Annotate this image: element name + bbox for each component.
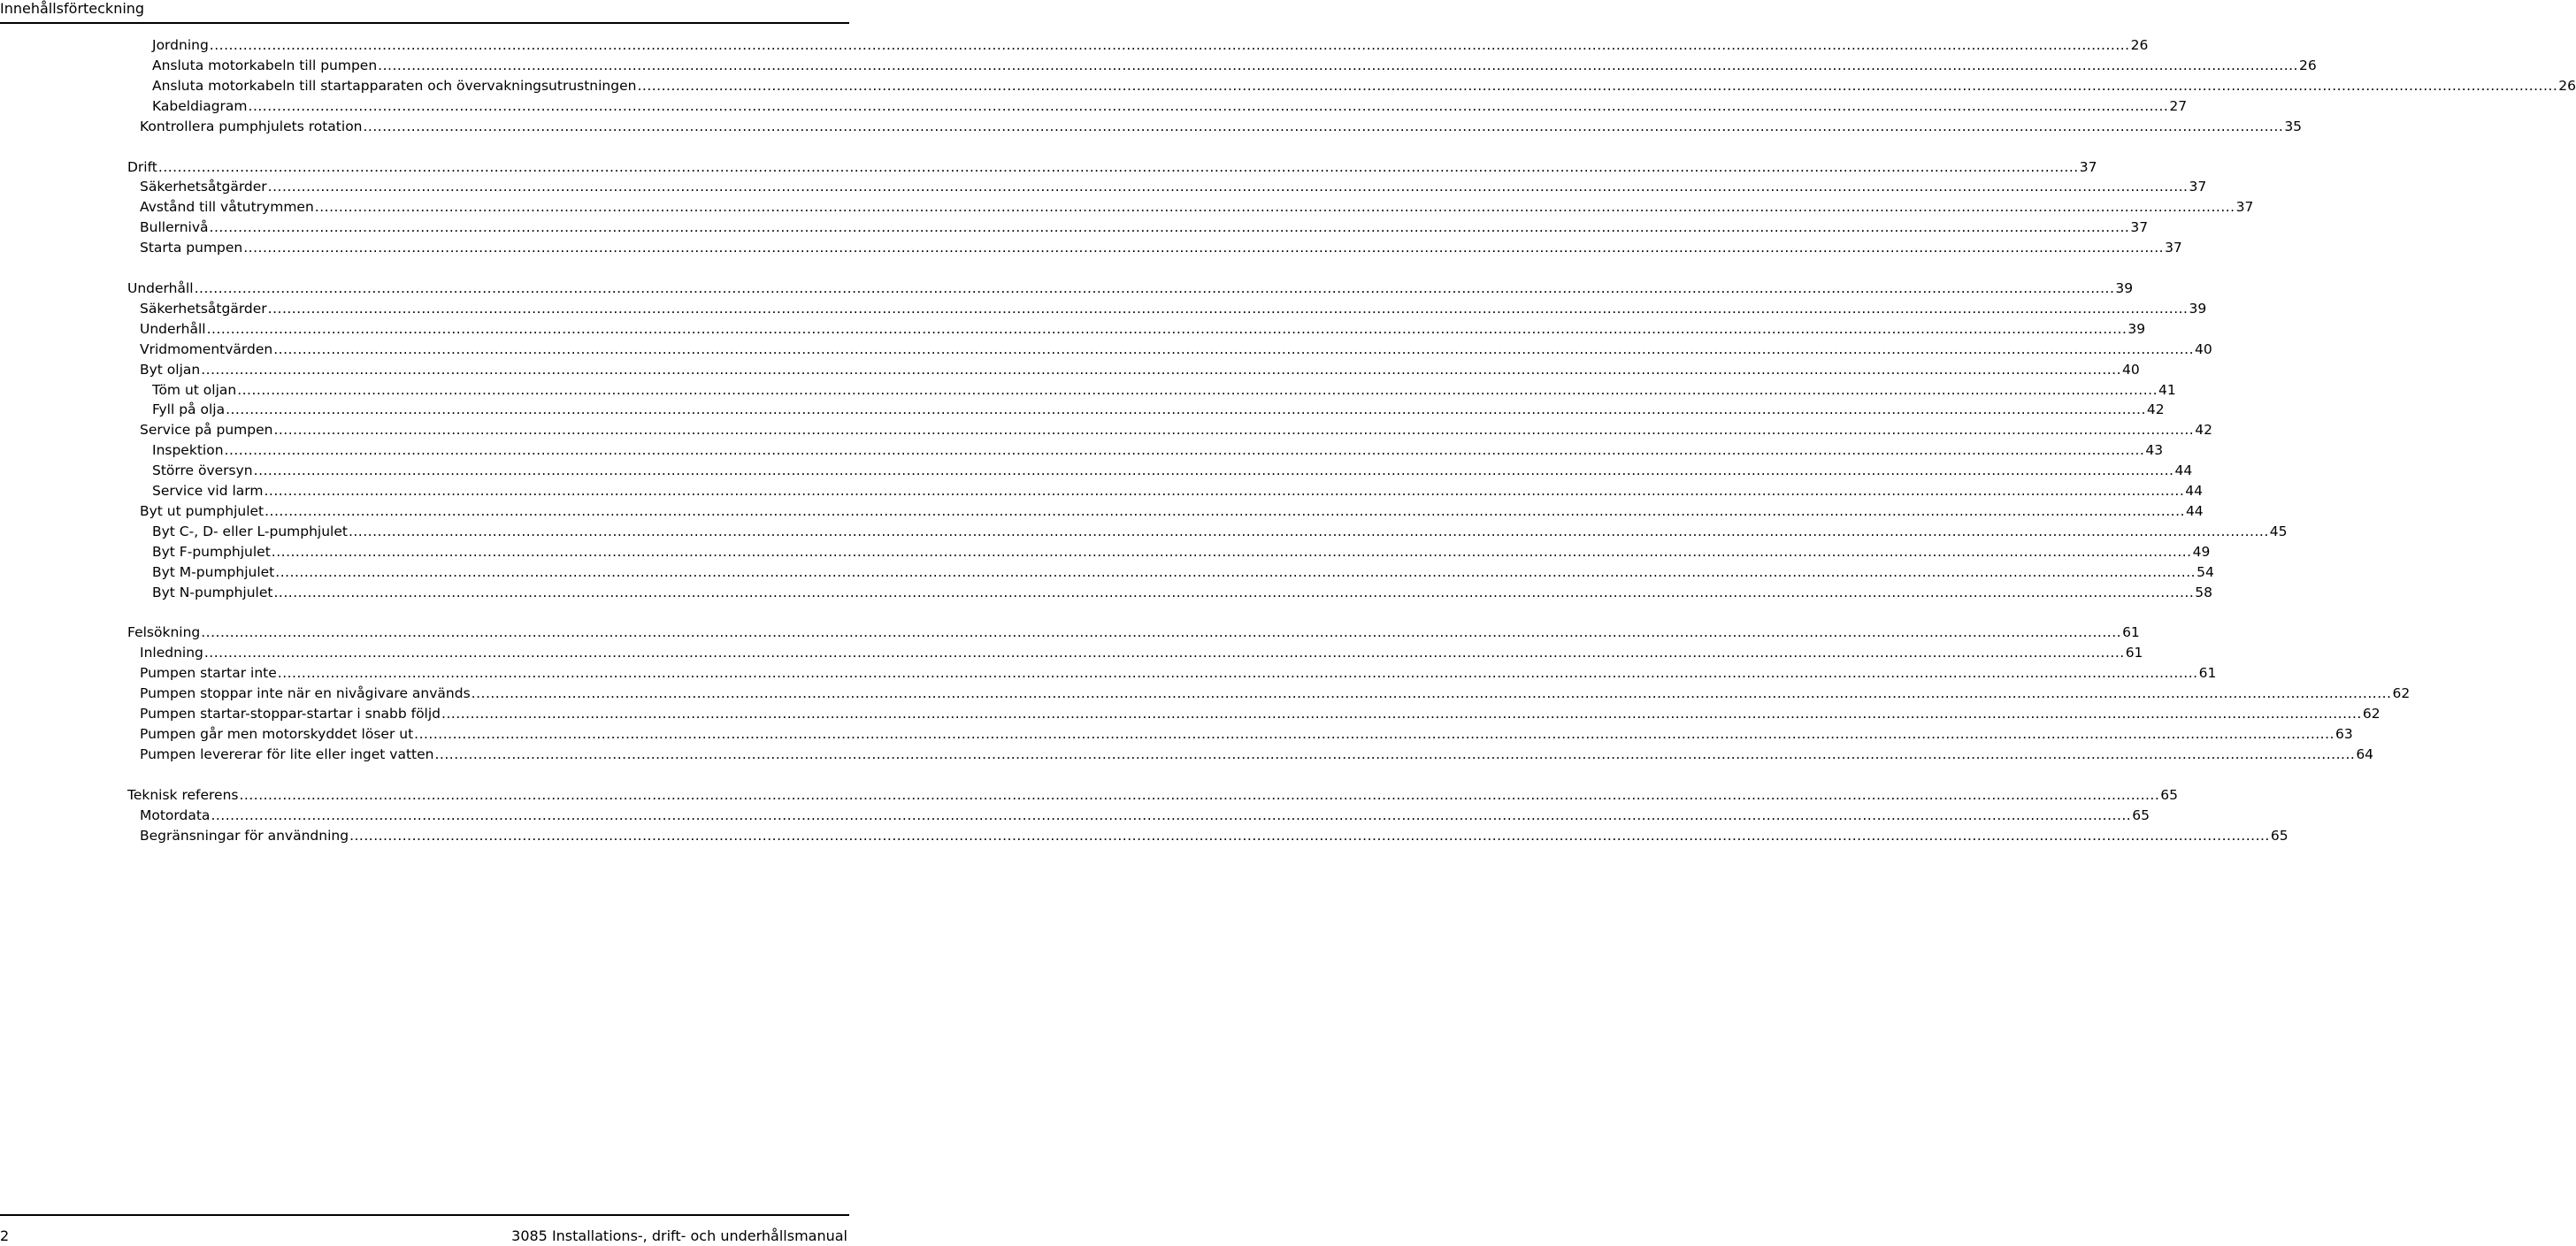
toc-dot-leader: ................................................................................................................................................................................................................................................................................................................................................................................................................	[348, 523, 2269, 539]
toc-entry-title: Inspektion	[152, 442, 224, 459]
toc-entry-title: Pumpen stoppar inte när en nivågivare används	[140, 685, 471, 702]
toc-entry-page: 26	[2130, 37, 2149, 53]
toc-entry[interactable]	[152, 461, 2193, 480]
toc-dot-leader: ................................................................................................................................................................................................................................................................................................................................................................................................................	[314, 199, 2235, 216]
toc-entry-title: Byt N-pumphjulet	[152, 584, 273, 600]
toc-dot-leader: ................................................................................................................................................................................................................................................................................................................................................................................................................	[349, 827, 2270, 844]
toc-entry[interactable]	[127, 279, 2134, 298]
toc-entry-page: 39	[2189, 300, 2207, 317]
toc-dot-leader: ................................................................................................................................................................................................................................................................................................................................................................................................................	[239, 786, 2160, 803]
toc-entry-page: 63	[2334, 725, 2353, 742]
toc-entry-page: 58	[2195, 584, 2213, 600]
toc-dot-leader: ................................................................................................................................................................................................................................................................................................................................................................................................................	[275, 563, 2196, 580]
toc-entry[interactable]	[140, 501, 2204, 521]
toc-entry-title: Byt M-pumphjulet	[152, 563, 275, 580]
toc-entry-page: 39	[2115, 280, 2134, 296]
toc-entry[interactable]	[140, 684, 2411, 703]
toc-dot-leader: ................................................................................................................................................................................................................................................................................................................................................................................................................	[441, 706, 2362, 722]
header-rule	[0, 22, 849, 24]
toc-entry[interactable]	[140, 319, 2146, 339]
toc-entry-page: 35	[2284, 118, 2303, 134]
toc-dot-leader: ................................................................................................................................................................................................................................................................................................................................................................................................................	[201, 361, 2122, 378]
toc-entry[interactable]	[140, 643, 2143, 662]
toc-dot-leader: ................................................................................................................................................................................................................................................................................................................................................................................................................	[209, 219, 2130, 236]
toc-entry[interactable]	[140, 704, 2380, 723]
toc-entry-title: Byt ut pumphjulet	[140, 502, 264, 519]
document-title: 3085 Installations-, drift- och underhållsmanual	[511, 1227, 847, 1244]
toc-entry-title: Byt oljan	[140, 361, 201, 378]
toc-entry-title: Byt C-, D- eller L-pumphjulet	[152, 523, 348, 539]
toc-entry[interactable]	[140, 218, 2149, 237]
toc-entry-page: 37	[2079, 158, 2097, 175]
toc-entry-page: 26	[2558, 77, 2576, 94]
toc-entry-title: Jordning	[152, 37, 209, 53]
toc-dot-leader: ................................................................................................................................................................................................................................................................................................................................................................................................................	[206, 320, 2128, 337]
toc-entry-title: Kontrollera pumphjulets rotation	[140, 118, 363, 134]
toc-entry[interactable]	[140, 117, 2303, 136]
toc-entry-page: 41	[2158, 381, 2176, 398]
toc-entry-page: 42	[2195, 422, 2212, 439]
toc-entry-page: 61	[2125, 645, 2143, 661]
toc-entry-title: Töm ut oljan	[152, 381, 237, 398]
toc-entry-page: 37	[2165, 240, 2182, 256]
toc-entry-page: 65	[2132, 806, 2150, 823]
toc-dot-leader: ................................................................................................................................................................................................................................................................................................................................................................................................................	[209, 37, 2130, 53]
toc-entry[interactable]	[140, 724, 2353, 744]
toc-entry[interactable]	[140, 826, 2288, 845]
toc-dot-leader: ................................................................................................................................................................................................................................................................................................................................................................................................................	[248, 97, 2169, 114]
toc-entry-title: Kabeldiagram	[152, 97, 248, 114]
toc-entry-title: Pumpen startar-stoppar-startar i snabb följd	[140, 706, 441, 722]
toc-dot-leader: ................................................................................................................................................................................................................................................................................................................................................................................................................	[273, 422, 2195, 439]
toc-entry-page: 49	[2192, 543, 2211, 560]
toc-entry-title: Begränsningar för användning	[140, 827, 349, 844]
toc-entry[interactable]	[127, 157, 2097, 177]
toc-entry[interactable]	[152, 522, 2288, 541]
footer-rule	[0, 1214, 849, 1216]
toc-dot-leader: ................................................................................................................................................................................................................................................................................................................................................................................................................	[273, 584, 2195, 600]
toc-entry-title: Säkerhetsåtgärder	[140, 179, 267, 195]
toc-entry-title: Motordata	[140, 806, 211, 823]
toc-entry-title: Vridmomentvärden	[140, 340, 273, 357]
toc-entry-title: Service på pumpen	[140, 422, 273, 439]
toc-dot-leader: ................................................................................................................................................................................................................................................................................................................................................................................................................	[267, 179, 2189, 195]
toc-entry-page: 61	[2122, 624, 2140, 641]
toc-entry[interactable]	[152, 481, 2204, 501]
toc-entry-page: 26	[2298, 57, 2317, 73]
toc-entry-title: Starta pumpen	[140, 240, 243, 256]
toc-entry-title: Inledning	[140, 645, 203, 661]
toc-entry[interactable]	[140, 360, 2140, 379]
toc-entry[interactable]	[140, 299, 2207, 318]
running-head: Innehållsförteckning	[0, 0, 145, 17]
toc-entry-page: 43	[2145, 442, 2164, 459]
toc-entry-title: Bullernivå	[140, 219, 209, 236]
toc-entry-page: 64	[2356, 745, 2374, 762]
toc-entry[interactable]	[127, 623, 2140, 642]
toc-entry-title: Underhåll	[140, 320, 206, 337]
toc-entry-title: Avstånd till våtutrymmen	[140, 199, 314, 216]
toc-entry-title: Ansluta motorkabeln till startapparaten och övervakningsutrustningen	[152, 77, 637, 94]
toc-entry-title: Pumpen går men motorskyddet löser ut	[140, 725, 414, 742]
toc-entry[interactable]	[140, 806, 2150, 825]
toc-entry-page: 37	[2130, 219, 2149, 236]
toc-dot-leader: ................................................................................................................................................................................................................................................................................................................................................................................................................	[273, 340, 2195, 357]
toc-entry-title: Säkerhetsåtgärder	[140, 300, 267, 317]
toc-entry-title: Teknisk referens	[127, 786, 239, 803]
toc-dot-leader: ................................................................................................................................................................................................................................................................................................................................................................................................................	[434, 745, 2356, 762]
toc-dot-leader: ................................................................................................................................................................................................................................................................................................................................................................................................................	[226, 401, 2146, 418]
toc-dot-leader: ................................................................................................................................................................................................................................................................................................................................................................................................................	[201, 624, 2122, 641]
toc-entry-page: 37	[2189, 179, 2207, 195]
toc-entry-title: Pumpen levererar för lite eller inget vatten	[140, 745, 434, 762]
toc-dot-leader: ................................................................................................................................................................................................................................................................................................................................................................................................................	[157, 158, 2079, 175]
toc-entry-page: 65	[2160, 786, 2179, 803]
toc-entry-page: 40	[2195, 340, 2212, 357]
toc-dot-leader: ................................................................................................................................................................................................................................................................................................................................................................................................................	[471, 685, 2392, 702]
toc-entry-title: Drift	[127, 158, 157, 175]
toc-entry-title: Underhåll	[127, 280, 194, 296]
page-number: 2	[0, 1227, 10, 1244]
toc-dot-leader: ................................................................................................................................................................................................................................................................................................................................................................................................................	[363, 118, 2284, 134]
toc-dot-leader: ................................................................................................................................................................................................................................................................................................................................................................................................................	[264, 483, 2185, 499]
toc-entry-page: 62	[2362, 706, 2380, 722]
toc-entry-page: 40	[2122, 361, 2140, 378]
toc-entry-title: Service vid larm	[152, 483, 264, 499]
toc-entry[interactable]	[140, 177, 2207, 196]
toc-dot-leader: ................................................................................................................................................................................................................................................................................................................................................................................................................	[237, 381, 2158, 398]
toc-dot-leader: ................................................................................................................................................................................................................................................................................................................................................................................................................	[414, 725, 2334, 742]
toc-entry-title: Ansluta motorkabeln till pumpen	[152, 57, 378, 73]
toc-entry-page: 37	[2235, 199, 2254, 216]
toc-entry[interactable]	[152, 76, 2576, 96]
toc-entry[interactable]	[152, 440, 2164, 460]
toc-entry[interactable]	[140, 340, 2212, 359]
toc-entry[interactable]	[152, 542, 2211, 562]
toc-entry-page: 65	[2270, 827, 2288, 844]
toc-entry[interactable]	[152, 562, 2214, 582]
toc-entry-title: Större översyn	[152, 462, 253, 479]
toc-entry-title: Pumpen startar inte	[140, 665, 277, 682]
toc-entry[interactable]	[140, 663, 2217, 683]
toc-entry-page: 39	[2128, 320, 2146, 337]
toc-entry[interactable]	[140, 238, 2182, 257]
toc-entry[interactable]	[152, 400, 2165, 419]
toc-entry-title: Byt F-pumphjulet	[152, 543, 271, 560]
toc-dot-leader: ................................................................................................................................................................................................................................................................................................................................................................................................................	[224, 442, 2145, 459]
toc-entry-page: 44	[2174, 462, 2193, 479]
toc-dot-leader: ................................................................................................................................................................................................................................................................................................................................................................................................................	[637, 77, 2558, 94]
toc-entry-title: Felsökning	[127, 624, 201, 641]
toc-entry[interactable]	[127, 785, 2179, 805]
toc-entry-title: Fyll på olja	[152, 401, 226, 418]
toc-dot-leader: ................................................................................................................................................................................................................................................................................................................................................................................................................	[267, 300, 2189, 317]
toc-entry[interactable]	[152, 583, 2213, 602]
toc-entry[interactable]	[152, 35, 2149, 55]
toc-entry-page: 44	[2185, 483, 2204, 499]
toc-entry[interactable]	[152, 56, 2317, 75]
toc-entry[interactable]	[140, 197, 2254, 217]
toc-entry-page: 42	[2146, 401, 2165, 418]
toc-dot-leader: ................................................................................................................................................................................................................................................................................................................................................................................................................	[378, 57, 2298, 73]
toc-entry-page: 62	[2392, 685, 2411, 702]
toc-entry[interactable]	[140, 420, 2212, 440]
toc-entry-page: 54	[2196, 563, 2214, 580]
toc-dot-leader: ................................................................................................................................................................................................................................................................................................................................................................................................................	[277, 665, 2198, 682]
toc-dot-leader: ................................................................................................................................................................................................................................................................................................................................................................................................................	[253, 462, 2174, 479]
toc-entry[interactable]	[140, 745, 2374, 764]
toc-dot-leader: ................................................................................................................................................................................................................................................................................................................................................................................................................	[194, 280, 2115, 296]
toc-dot-leader: ................................................................................................................................................................................................................................................................................................................................................................................................................	[243, 240, 2165, 256]
toc-entry[interactable]	[152, 380, 2176, 400]
toc-entry[interactable]	[152, 96, 2188, 116]
toc-entry-page: 44	[2185, 502, 2204, 519]
toc-dot-leader: ................................................................................................................................................................................................................................................................................................................................................................................................................	[211, 806, 2132, 823]
toc-entry-page: 27	[2169, 97, 2188, 114]
toc-dot-leader: ................................................................................................................................................................................................................................................................................................................................................................................................................	[203, 645, 2125, 661]
toc-dot-leader: ................................................................................................................................................................................................................................................................................................................................................................................................................	[264, 502, 2185, 519]
toc-entry-page: 45	[2269, 523, 2288, 539]
toc-dot-leader: ................................................................................................................................................................................................................................................................................................................................................................................................................	[271, 543, 2192, 560]
toc-entry-page: 61	[2198, 665, 2217, 682]
